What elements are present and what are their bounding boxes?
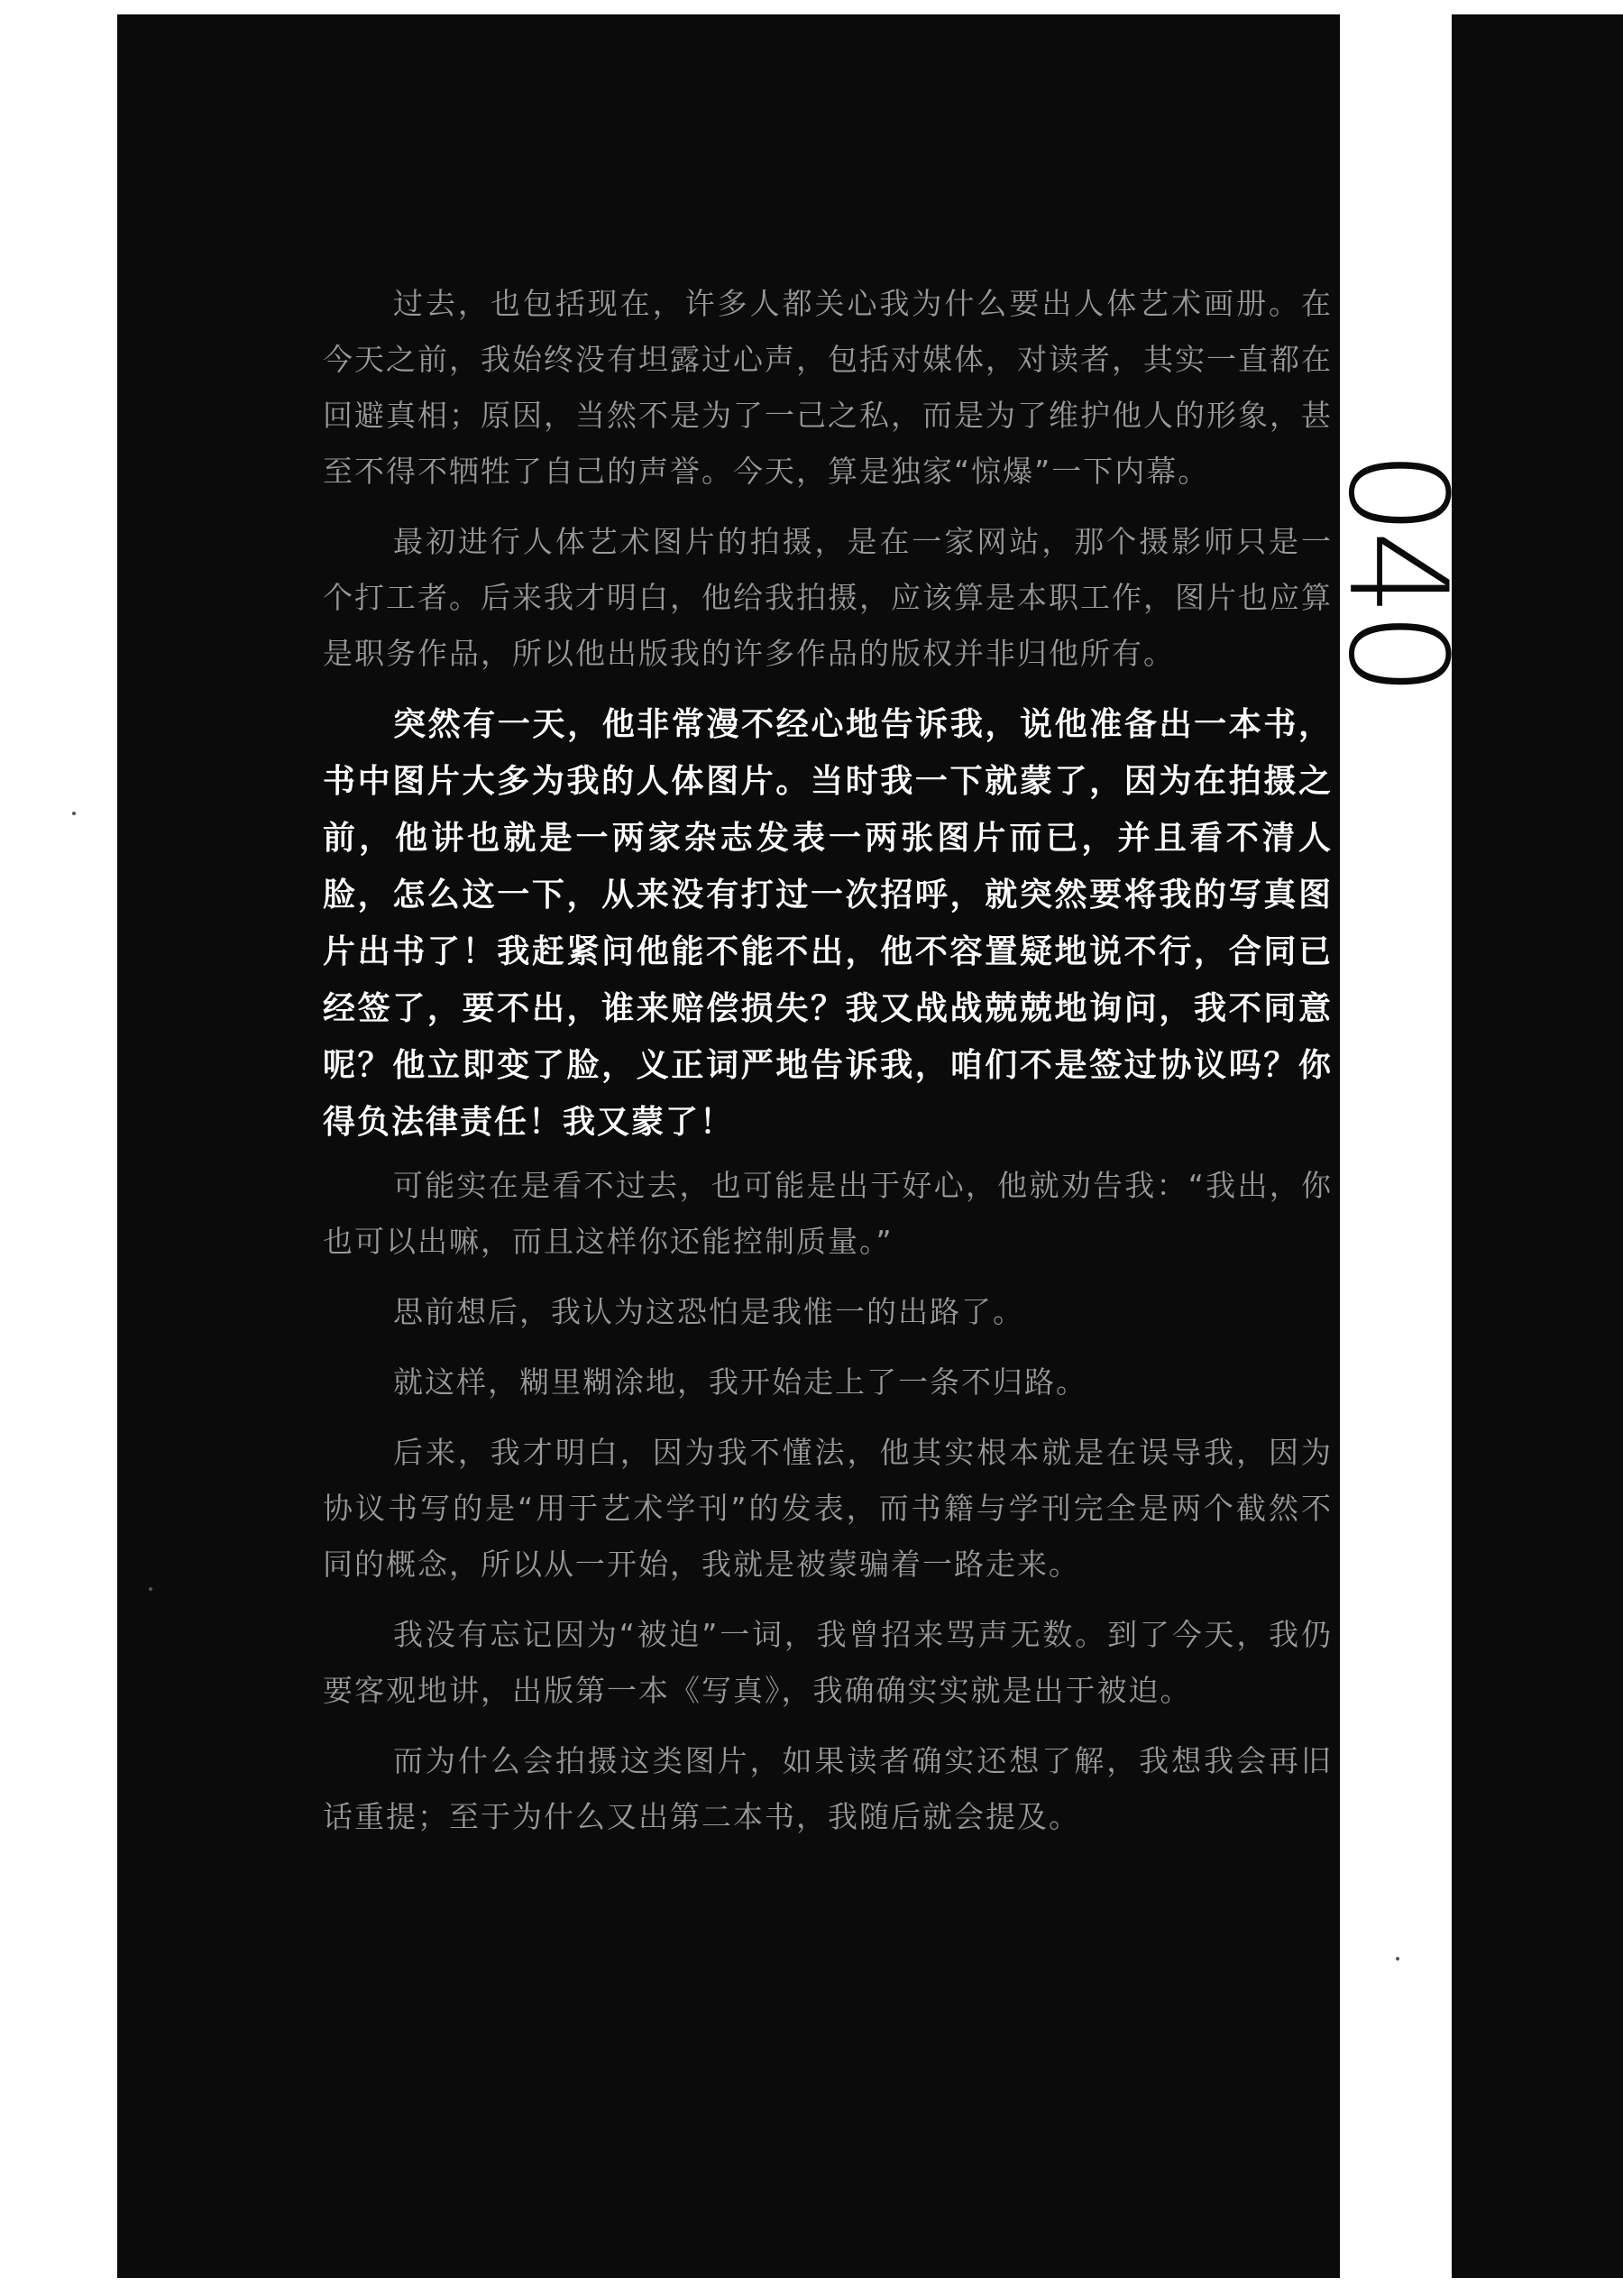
scan-speck: [72, 812, 76, 815]
paragraph-3-emphasis: 突然有一天，他非常漫不经心地告诉我，说他准备出一本书，书中图片大多为我的人体图片。当时我一下就蒙了，因为在拍摄之前，他讲也就是一两家杂志发表一两张图片而已，并且看不清人脸，怎么这一下，从来没有打过一次招呼，就突然要将我的写真图片出书了！我赶紧问他能不能不出，他不容置疑地说不行，合同已经签了，要不出，谁来赔偿损失？我又战战兢兢地询问，我不同意呢？他立即变了脸，义正词严地告诉我，咱们不是签过协议吗？你得负法律责任！我又蒙了！: [323, 706, 1333, 1141]
paragraph-8: 我没有忘记因为“被迫”一词，我曾招来骂声无数。到了今天，我仍要客观地讲，出版第一本《写真》，我确确实实就是出于被迫。: [323, 1617, 1333, 1708]
paragraph-5: 思前想后，我认为这恐怕是我惟一的出路了。: [393, 1294, 1024, 1329]
scan-speck: [149, 1587, 152, 1591]
body-text: [323, 276, 1333, 1860]
right-dark-bar: [1452, 14, 1623, 2278]
scan-speck: [1396, 1957, 1399, 1961]
paragraph-9: 而为什么会拍摄这类图片，如果读者确实还想了解，我想我会再旧话重提；至于为什么又出第二本书，我随后就会提及。: [323, 1743, 1333, 1834]
page-number-text: 040: [1318, 449, 1475, 693]
paragraph-4: 可能实在是看不过去，也可能是出于好心，他就劝告我：“我出，你也可以出嘛，而且这样你还能控制质量。”: [323, 1168, 1333, 1259]
paragraph-7: 后来，我才明白，因为我不懂法，他其实根本就是在误导我，因为协议书写的是“用于艺术学刊”的发表，而书籍与学刊完全是两个截然不同的概念，所以从一开始，我就是被蒙骗着一路走来。: [323, 1435, 1333, 1582]
page-number: [1318, 395, 1475, 747]
paragraph-1: 过去，也包括现在，许多人都关心我为什么要出人体艺术画册。在今天之前，我始终没有坦露过心声，包括对媒体，对读者，其实一直都在回避真相；原因，当然不是为了一己之私，而是为了维护他人的形象，甚至不得不牺牲了自己的声誉。今天，算是独家“惊爆”一下内幕。: [323, 286, 1333, 489]
paragraph-2: 最初进行人体艺术图片的拍摄，是在一家网站，那个摄影师只是一个打工者。后来我才明白，他给我拍摄，应该算是本职工作，图片也应算是职务作品，所以他出版我的许多作品的版权并非归他所有。: [323, 524, 1333, 671]
paragraph-6: 就这样，糊里糊涂地，我开始走上了一条不归路。: [393, 1364, 1087, 1400]
